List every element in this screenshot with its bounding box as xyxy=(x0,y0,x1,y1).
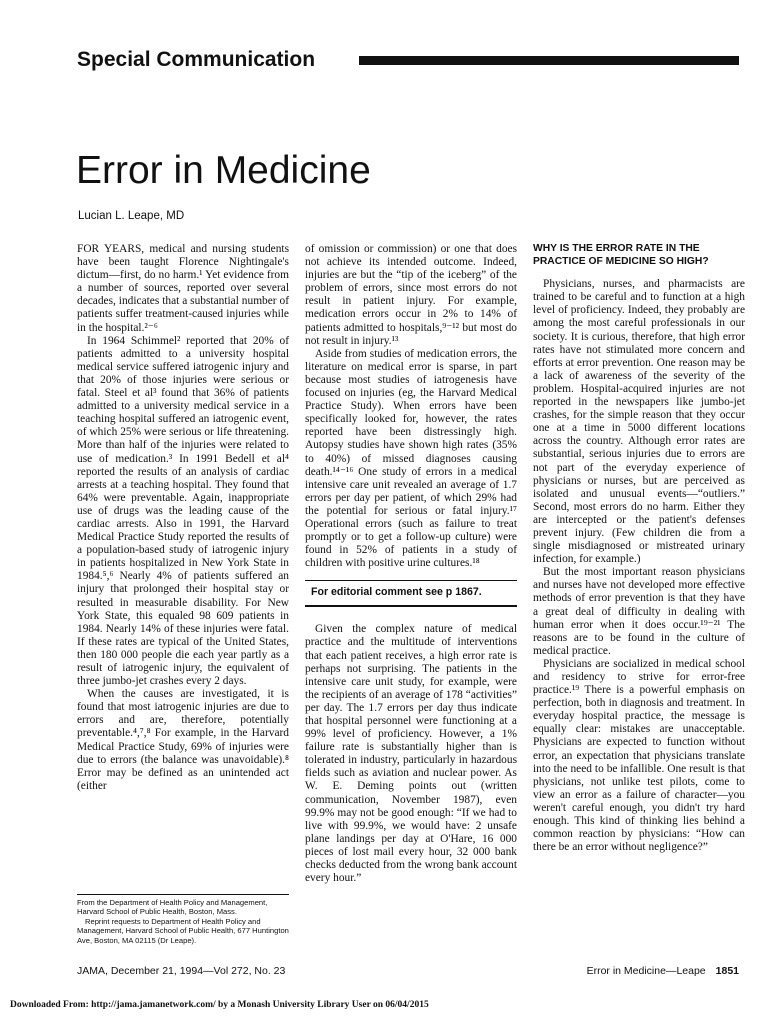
author-byline: Lucian L. Leape, MD xyxy=(78,210,185,222)
running-title: Error in Medicine—Leape xyxy=(586,965,706,977)
column-3 xyxy=(533,243,745,854)
editorial-comment-box: For editorial comment see p 1867. xyxy=(305,580,517,607)
paragraph: But the most important reason physicians and nurses have not developed more effective methods of error prevention is that they have a great deal of difficulty in dealing with human error when it does occur.¹⁹⁻²¹ The reasons are to be found in the culture of medical practice. xyxy=(533,566,745,657)
paragraph: of omission or commission) or one that does not achieve its intended outcome. Indeed, injuries are but the “tip of the iceberg” of the problem of errors, since most errors do not result in patient injury. For example, medication errors occur in 2% to 14% of patients admitted to hospitals,⁹⁻¹² but most do not result in injury.¹³ xyxy=(305,243,517,347)
section-rule xyxy=(359,56,739,65)
paragraph: Aside from studies of medication errors, the literature on medical error is sparse, in part because most studies of iatrogenesis have focused on injuries (eg, the Harvard Medical Practice Study). When errors have been specifically looked for, however, the rates reported have been distressingly high. Autopsy studies have shown high rates (35% to 40%) of missed diagnoses causing death.¹⁴⁻¹⁶ One study of errors in a medical intensive care unit revealed an average of 1.7 errors per day per patient, of which 29% had the potential for serious or fatal injury.¹⁷ Operational errors (such as failure to treat promptly or to get a follow-up culture) were found in 52% of patients in a study of children with positive urine cultures.¹⁸ xyxy=(305,347,517,570)
affiliation-footnote xyxy=(77,894,289,945)
section-label: Special Communication xyxy=(77,48,316,71)
footnote-affiliation: From the Department of Health Policy and Management, Harvard School of Public Health, Boston, Mass. xyxy=(77,898,268,917)
column-1 xyxy=(77,243,289,793)
column-2 xyxy=(305,243,517,885)
page-footer xyxy=(77,964,739,978)
paragraph: Physicians are socialized in medical school and residency to strive for error-free practice.¹⁹ There is a powerful emphasis on perfection, both in diagnosis and treatment. In everyday hospital practice, the message is equally clear: mistakes are unacceptable. Physicians are expected to function without error, an expectation that physicians translate into the need to be infallible. One result is that physicians, not unlike test pilots, come to view an error as a failure of character—you weren't careful enough, you didn't try hard enough. This kind of thinking lies behind a common reaction by physicians: “How can there be an error without negligence?” xyxy=(533,657,745,854)
paragraph: Given the complex nature of medical practice and the multitude of interventions that each patient receives, a high error rate is perhaps not surprising. The patients in the intensive care unit study, for example, were the recipients of an average of 178 “activities” per day. The 1.7 errors per day thus indicate that hospital personnel were functioning at a 99% level of proficiency. However, a 1% failure rate is substantially higher than is tolerated in industry, particularly in hazardous fields such as aviation and nuclear power. As W. E. Deming points out (written communication, November 1987), even 99.9% may not be good enough: “If we had to live with 99.9%, we would have: 2 unsafe plane landings per day at O'Hare, 16 000 pieces of lost mail every hour, 32 000 bank checks deducted from the wrong bank account every hour.” xyxy=(305,623,517,885)
paragraph: In 1964 Schimmel² reported that 20% of patients admitted to a university hospital medical service suffered iatrogenic injury and that 20% of those injuries were serious or fatal. Steel et al³ found that 36% of patients admitted to a university medical service in a teaching hospital suffered an iatrogenic event, of which 25% were serious or life threatening. More than half of the injuries were related to use of medication.³ In 1991 Bedell et al⁴ reported the results of an analysis of cardiac arrests at a teaching hospital. They found that 64% were preventable. Again, inappropriate use of drugs was the leading cause of the cardiac arrests. Also in 1991, the Harvard Medical Practice Study reported the results of a population-based study of iatrogenic injury in patients hospitalized in New York State in 1984.⁵,⁶ Nearly 4% of patients suffered an injury that prolonged their hospital stay or resulted in measurable disability. For New York State, this equaled 98 609 patients in 1984. Nearly 14% of these injuries were fatal. If these rates are typical of the United States, then 180 000 people die each year partly as a result of iatrogenic injury, the equivalent of three jumbo-jet crashes every 2 days. xyxy=(77,334,289,688)
journal-citation: JAMA, December 21, 1994—Vol 272, No. 23 xyxy=(77,965,286,977)
paragraph: Physicians, nurses, and pharmacists are trained to be careful and to function at a high level of proficiency. Indeed, they probably are among the most careful professionals in our society. It is curious, therefore, that high error rates have not stimulated more concern and efforts at error prevention. One reason may be a lack of awareness of the severity of the problem. Hospital-acquired injuries are not reported in the newspapers like jumbo-jet crashes, for the simple reason that they occur one at a time in 5000 different locations across the country. Although error rates are substantial, serious injuries due to errors are not part of the everyday experience of physicians or nurses, but are perceived as isolated and unusual events—“outliers.” Second, most errors do no harm. Either they are intercepted or the patient's defenses prevent injury. (Few children die from a single misdiagnosed or mistreated urinary infection, for example.) xyxy=(533,278,745,566)
running-title-block xyxy=(587,964,739,978)
article-title: Error in Medicine xyxy=(76,149,371,192)
paragraph: FOR YEARS, medical and nursing students have been taught Florence Nightingale's dictum—first, do no harm.¹ Yet evidence from a number of sources, reported over several decades, indicates that a substantial number of patients suffer treatment-caused injuries while in the hospital.²⁻⁶ xyxy=(77,243,289,334)
section-header xyxy=(77,46,739,76)
page-number: 1851 xyxy=(715,965,739,977)
paragraph: When the causes are investigated, it is found that most iatrogenic injuries are due to errors and are, therefore, potentially preventable.⁴,⁷,⁸ For example, in the Harvard Medical Practice Study, 69% of injuries were due to errors (the balance was unavoidable).⁸ Error may be defined as an unintended act (either xyxy=(77,688,289,792)
download-notice: Downloaded From: http://jama.jamanetwork.com/ by a Monash University Library User on 06/04/2015 xyxy=(10,1000,429,1010)
footnote-reprints: Reprint requests to Department of Health Policy and Management, Harvard School of Public Health, 677 Huntington Ave, Boston, MA 02115 (Dr Leape). xyxy=(77,916,289,945)
section-heading: WHY IS THE ERROR RATE IN THE PRACTICE OF MEDICINE SO HIGH? xyxy=(533,243,709,267)
